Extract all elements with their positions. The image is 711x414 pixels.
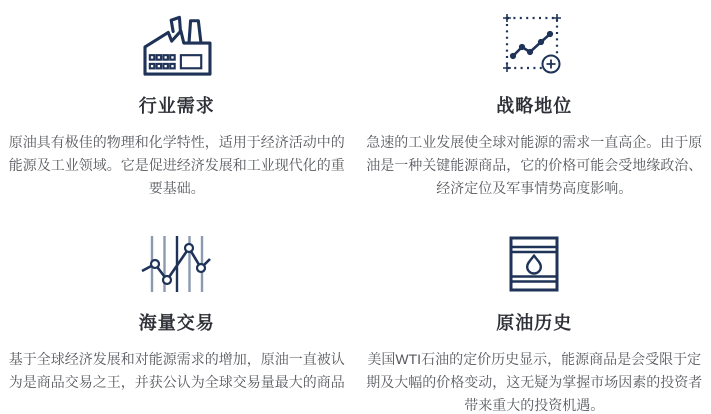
feature-title: 战略地位	[496, 96, 573, 116]
feature-card-massive-trading	[4, 207, 350, 414]
feature-title: 原油历史	[496, 313, 573, 333]
trading-volume-chart-icon	[4, 235, 350, 293]
feature-title: 海量交易	[138, 313, 215, 333]
feature-card-oil-history	[362, 207, 708, 414]
oil-barrel-icon	[362, 235, 708, 293]
feature-card-industry-demand	[4, 0, 350, 207]
factory-icon	[4, 14, 350, 76]
feature-title: 行业需求	[138, 96, 215, 116]
feature-description: 原油具有极佳的物理和化学特性，适用于经济活动中的能源及工业领域。它是促进经济发展和工业现代化的重要基础。	[8, 134, 345, 196]
feature-description: 美国WTI石油的定价历史显示，能源商品是会受限于定期及大幅的价格变动，这无疑为掌握市场因素的投资者带来重大的投资机遇。	[366, 351, 703, 413]
feature-description: 急速的工业发展使全球对能源的需求一直高企。由于原油是一种关键能源商品，它的价格可能会受地缘政治、经济定位及军事情势高度影响。	[366, 134, 703, 196]
feature-description: 基于全球经济发展和对能源需求的增加，原油一直被认为是商品交易之王，并获公认为全球交易量最大的商品	[8, 351, 345, 390]
feature-card-strategic-position	[362, 0, 708, 207]
line-chart-zoom-icon	[362, 14, 708, 76]
